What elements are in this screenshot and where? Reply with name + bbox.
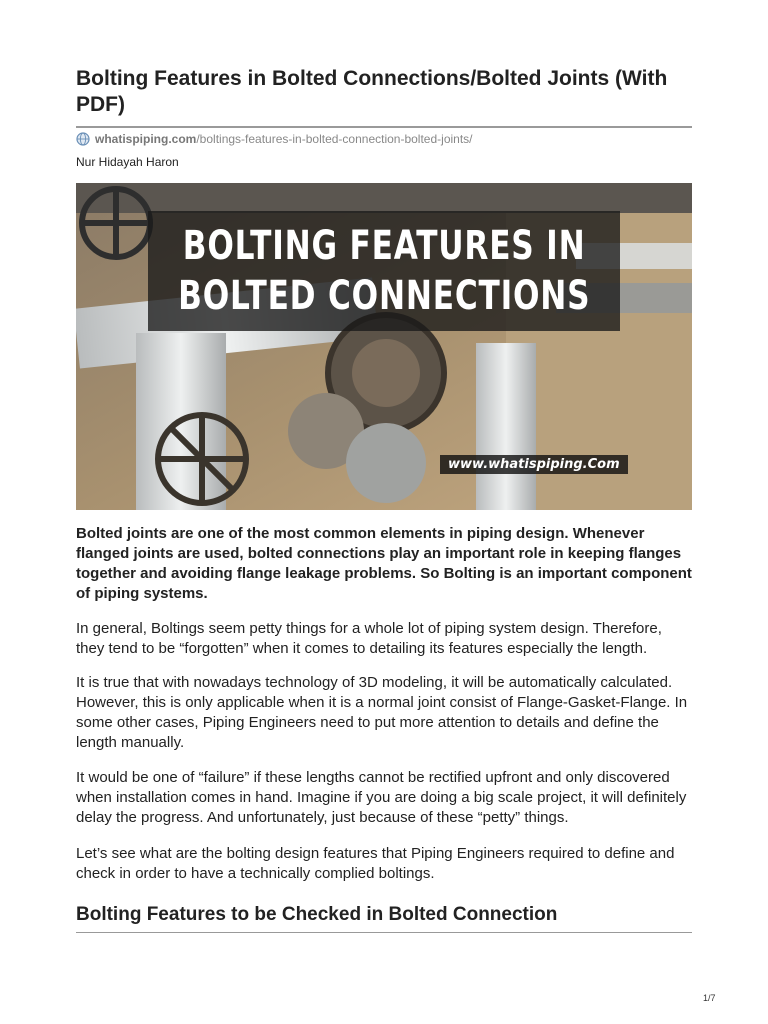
source-path[interactable]: /boltings-features-in-bolted-connection-bolted-joints/ xyxy=(196,132,473,146)
globe-icon xyxy=(76,132,90,146)
hero-title-line-2: BOLTED CONNECTIONS xyxy=(177,273,591,319)
hero-banner xyxy=(148,211,620,331)
source-domain[interactable]: whatispiping.com xyxy=(95,132,197,146)
source-url[interactable] xyxy=(76,132,473,146)
article-title: Bolting Features in Bolted Connections/Bolted Joints (With PDF) xyxy=(76,67,668,116)
author-name: Nur Hidayah Haron xyxy=(76,155,179,169)
hero-title-line-1: BOLTING FEATURES IN xyxy=(182,223,586,269)
body-paragraph: Let’s see what are the bolting design features that Piping Engineers required to define and check in order to have a technically complied boltings. xyxy=(76,845,675,882)
hero-watermark: www.whatispiping.Com xyxy=(440,455,628,474)
hero-image xyxy=(76,183,692,510)
body-paragraph: In general, Boltings seem petty things for a whole lot of piping system design. Therefore, they tend to be “forgotten” when it comes to detailing its features especially the length. xyxy=(76,620,662,657)
section-divider xyxy=(76,932,692,933)
page-indicator: 1/7 xyxy=(703,993,716,1003)
body-paragraph: It would be one of “failure” if these lengths cannot be rectified upfront and only discovered when installation comes in hand. Imagine if you are doing a big scale project, it will definitely delay the progress. And unfortunately, just because of these “petty” things. xyxy=(76,769,687,826)
intro-paragraph: Bolted joints are one of the most common elements in piping design. Whenever flanged joints are used, bolted connections play an important role in keeping flanges together and avoiding flange leakage problems. So Bolting is an important component of piping systems. xyxy=(76,525,692,602)
title-divider xyxy=(76,126,692,128)
section-heading: Bolting Features to be Checked in Bolted Connection xyxy=(76,904,558,925)
body-paragraph: It is true that with nowadays technology of 3D modeling, it will be automatically calculated. However, this is only applicable when it is a normal joint consist of Flange-Gasket-Flange. In some other cases, Piping Engineers need to put more attention to details and define the length manually. xyxy=(76,674,688,751)
